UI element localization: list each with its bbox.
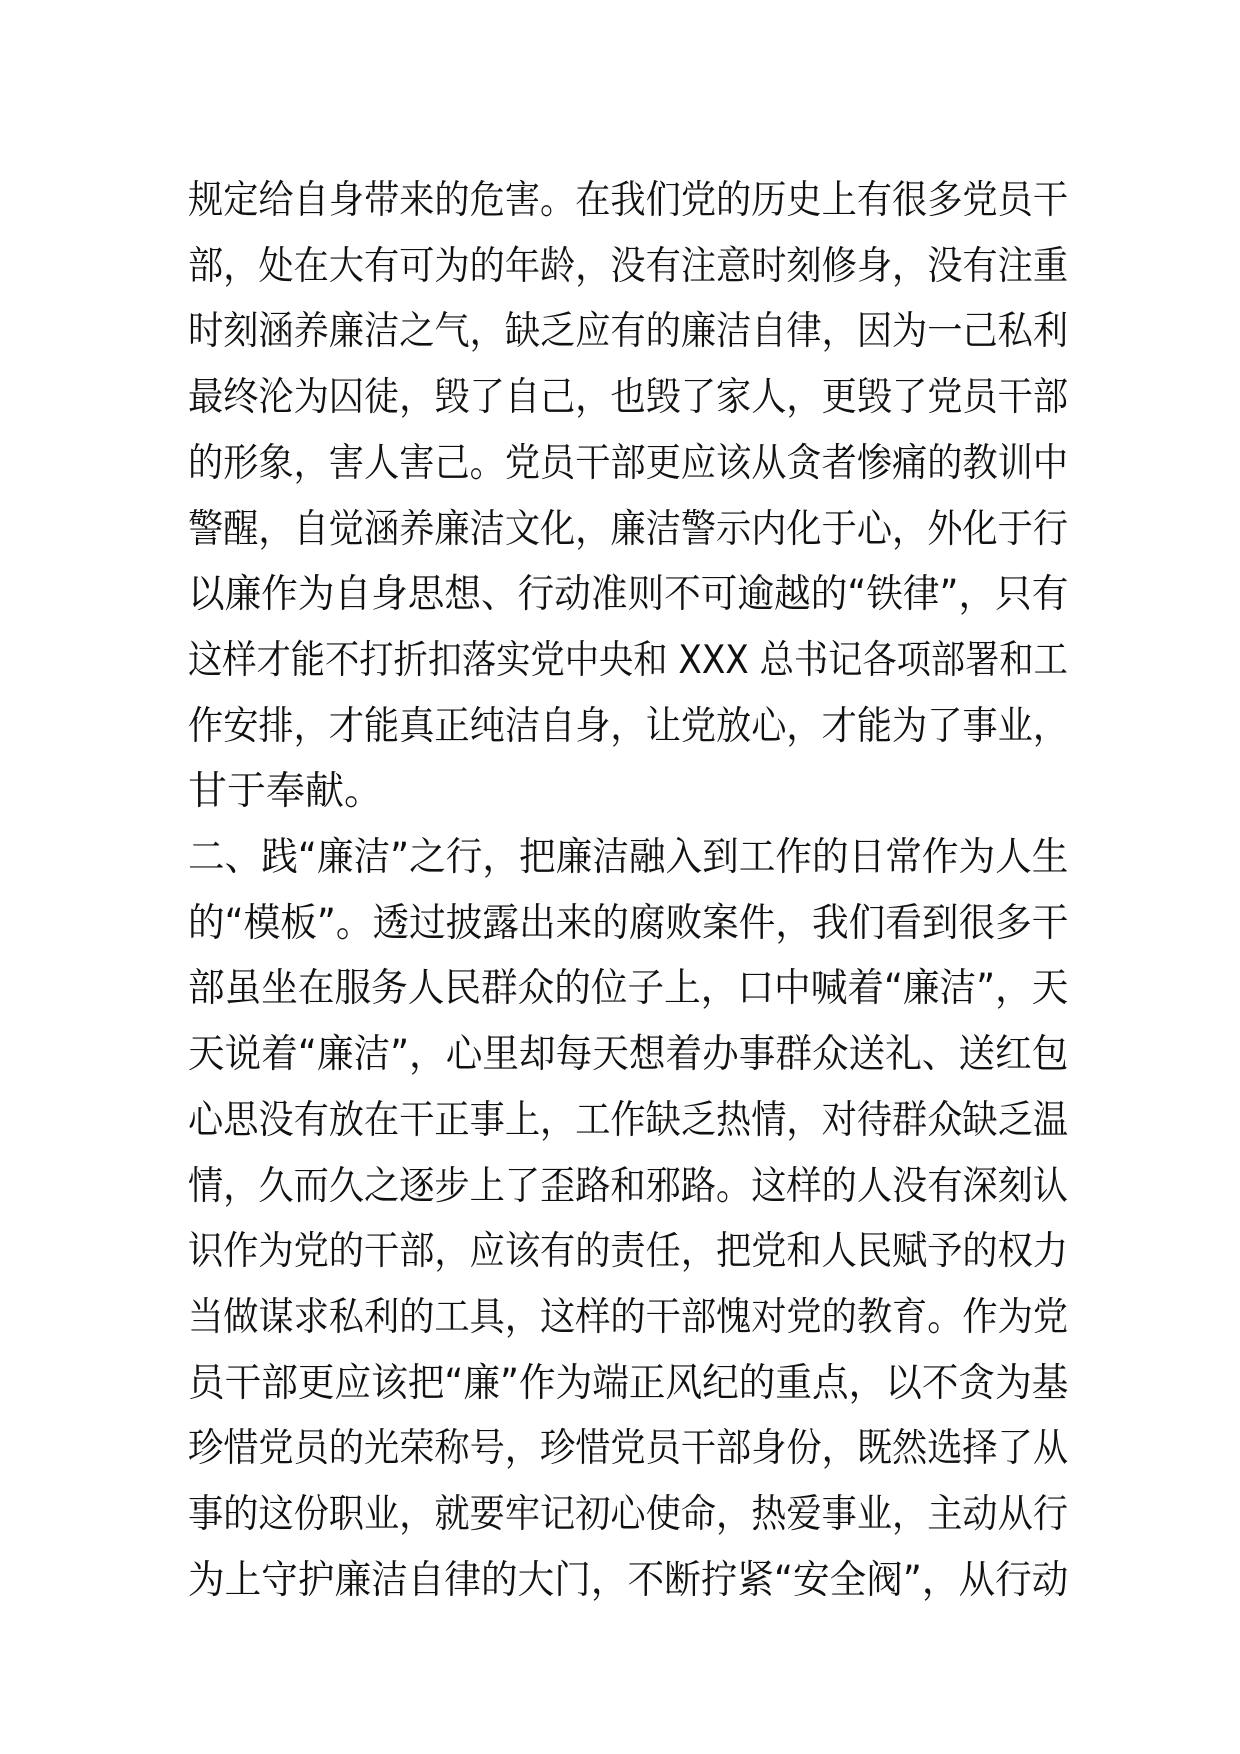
text-line: 为上守护廉洁自律的大门，不断拧紧“安全阀”，从行动 <box>188 1557 1069 1603</box>
text-line: 情，久而久之逐步上了歪路和邪路。这样的人没有深刻认 <box>188 1163 1069 1209</box>
body-text <box>188 168 1068 1613</box>
text-line: 员干部更应该把“廉”作为端正风纪的重点，以不贪为基 <box>188 1360 1069 1406</box>
text-line: 心思没有放在干正事上，工作缺乏热情，对待群众缺乏温 <box>188 1097 1069 1143</box>
text-line: 识作为党的干部，应该有的责任，把党和人民赋予的权力 <box>188 1229 1069 1275</box>
text-line: 部虽坐在服务人民群众的位子上，口中喊着“廉洁”，天 <box>188 966 1069 1012</box>
text-line: 天说着“廉洁”，心里却每天想着办事群众送礼、送红包 <box>188 1032 1069 1078</box>
text-line: 当做谋求私利的工具，这样的干部愧对党的教育。作为党 <box>188 1294 1069 1340</box>
text-line: 警醒，自觉涵养廉洁文化，廉洁警示内化于心，外化于行 <box>188 506 1069 552</box>
text-line: 珍惜党员的光荣称号，珍惜党员干部身份，既然选择了从 <box>188 1426 1069 1472</box>
text-line: 这样才能不打折扣落实党中央和 XXX 总书记各项部署和工 <box>188 637 1068 683</box>
text-line: 的“模板”。透过披露出来的腐败案件，我们看到很多干 <box>188 900 1069 946</box>
text-line: 部，处在大有可为的年龄，没有注意时刻修身，没有注重 <box>188 243 1069 289</box>
text-line: 规定给自身带来的危害。在我们党的历史上有很多党员干 <box>188 178 1069 223</box>
text-line: 事的这份职业，就要牢记初心使命，热爱事业，主动从行 <box>188 1492 1069 1538</box>
text-line: 最终沦为囚徒，毁了自己，也毁了家人，更毁了党员干部 <box>188 375 1069 421</box>
text-line: 的形象，害人害己。党员干部更应该从贪者惨痛的教训中 <box>188 440 1069 486</box>
text-line: 时刻涵养廉洁之气，缺乏应有的廉洁自律，因为一己私利 <box>188 309 1069 355</box>
text-line: 二、践“廉洁”之行，把廉洁融入到工作的日常作为人生 <box>188 835 1069 881</box>
text-line: 以廉作为自身思想、行动准则不可逾越的“铁律”，只有 <box>188 572 1069 618</box>
text-line: 甘于奉献。 <box>188 769 384 815</box>
text-line: 作安排，才能真正纯洁自身，让党放心，才能为了事业， <box>188 703 1069 749</box>
